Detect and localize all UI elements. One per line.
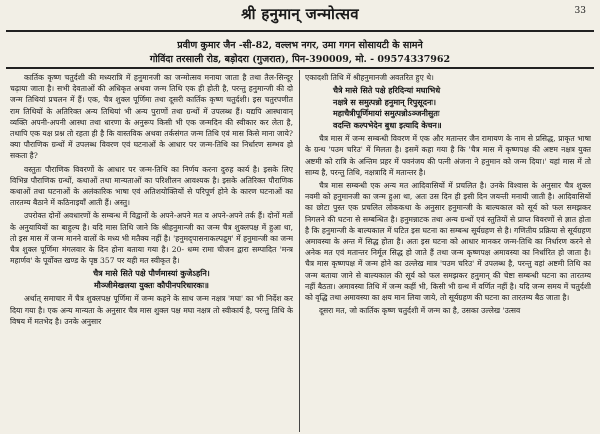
author-line: प्रवीण कुमार जैन -सी-82, वल्लभ नगर, उमा गगन सोसायटी के सामने	[177, 40, 423, 51]
left-shloka	[10, 268, 293, 291]
left-paragraph-1: कार्तिक कृष्ण चतुर्दशी की मध्यरात्रि में हनुमानजी का जन्मोत्सव मनाया जाता है तथा तैल-सिन्दूर चढ़ाया जाता है। सभी देवताओं की अधिकृत अथवा जन्म तिथि एक ही होती है, परन्तु हनुमान्जी की दो जन्म तिथियां प्रचलन में हैं। एक, चैत्र शुक्ल पूर्णिमा तथा दूसरी कार्तिक कृष्ण चतुर्दशी। इस चतुरपणीत राम तिथियों के अतिरिक्त अन्य तिथियां भी अन्य पुराणों तथा ग्रन्थों में उपलब्ध हैं। यद्यपि आस्थावान् व्यक्ति अपनी-अपनी आस्था तथा धारणा के अनुरूप किसी भी एक जन्मदिन की स्वीकार कर लेता है, तथापि एक यक्ष प्रश्न तो रहता ही है कि वास्तविक अथवा तर्कसंगत जन्म तिथि एवं मास किसे माना जाये? क्या पौराणिक ग्रन्थों में उपलब्ध विवरण एवं घटनाओं के आधार पर जन्म-तिथि का निर्धारण सम्भव हो सकता है?	[10, 73, 293, 161]
left-paragraph-2: वस्तुतः पौराणिक विवरणों के आधार पर जन्म-तिथि का निर्णय करना दुरुह कार्य है। इसके लिए विभिन्न पौराणिक ग्रन्थों, कथाओं तथा मान्यताओं का परिशीलन आवश्यक है। इसके अतिरिक्त पौराणिक कथाओं तथा घटनाओं के अलंकारिक भाषा एवं अतिशयोक्तियों से परिपूर्ण होने के कारण घटनाओं का तारतम्य बैठाने में कठिनाइयाँ आती हैं। अस्तु।	[10, 164, 293, 208]
left-shloka-line-1: चैत्र मासे सिते पक्षे पौर्णमास्यां कुजेऽहनि।	[93, 268, 210, 279]
header-rule	[6, 67, 594, 69]
right-shloka-line-4: वदन्ति कल्पभेदेन बुधा इत्यादि केचन॥	[333, 119, 442, 130]
address-line: गोविंदा तरसाली रोड, बड़ोदरा (गुजरात), पिन-390009, मो. - 09574337962	[149, 54, 451, 65]
right-shloka	[305, 85, 591, 131]
right-shloka-line-3: महाचैत्रीपूर्णिमायां समुत्पन्नोऽञ्जनीसुतः	[333, 108, 440, 119]
right-shloka-line-2: नक्षत्रे स समुत्पन्नो हनुमान् रिपुसूदनः।	[333, 96, 437, 107]
page-number: 33	[574, 6, 586, 16]
right-shloka-line-1: चैत्रे मासे सिते पक्षे हरिदिन्यां मघाभिधे	[333, 85, 441, 96]
right-paragraph-3: चैत्र मास सम्बन्धी एक अन्य मत आदिवासियों में प्रचलित है। उनके विश्वास के अनुसार चैत्र शुक्ल नवमी को हनुमानजी का जन्म हुआ था, अतः उस दिन ही इसी दिन जयन्ती मनायी जाती है। आदिवासियों का छोटा पुस्त एक प्रचलित लोककथा के अनुसार हनुमान्जी के बाल्यकाल को सूर्य को फल समझकर निगलने की घटना से सम्बन्धित है। हनुमन्नाटक तथा अन्य ग्रन्थों एवं स्तुतियों से प्राप्त विवरणों से ज्ञात होता है कि हनुमान्जी के बाल्यकाल में घटित इस घटना का सम्बन्ध सूर्यग्रहण से है। गणितीय प्रक्रिया से सूर्यग्रहण अमावस्या के अन्त में सिद्ध होता है। अतः इस घटना को आधार मानकर जन्म-तिथि का निर्धारण करने से अनेक मत एवं मतान्तर निर्मूल सिद्ध हो जाते हैं तथा जन्म कृष्णपक्ष अमावस्या का निर्धारित हो जाता है। चैत्र मास कृष्णपक्ष में जन्म होने का उल्लेख मात्र 'पउम चरिउ' में उपलब्ध है, परन्तु वहां अष्टमी तिथि का जन्म बताया जाने से बाल्यकाल की सूर्य को फल समझकर हनुमान् की चेष्टा सम्बन्धी घटना का तारतम्य नहीं बैठता। अमावस्या तिथि में जन्म कहीं भी, किसी भी ग्रन्थ में वर्णित नहीं है। यदि जन्म समय में चतुर्दशी को वृद्धि तथा अमावस्या का क्षय मान लिया जाये, तो सूर्यग्रहण की घटना का तारतम्य बैठ जाता है।	[305, 181, 591, 303]
right-paragraph-1: एकादशी तिथि में श्रीहनुमानजी अवतरित हुए थे।	[305, 73, 434, 82]
left-shloka-line-2: मौञ्जीमेखलया युक्तः कौपीनपरिधारकः॥	[94, 279, 209, 290]
right-paragraph-2: चैत्र मास में जन्म सम्बन्धी विवरण में एक और मतान्तर जैन रामायण के नाम से प्रसिद्ध, प्राकृत भाषा के ग्रन्थ 'पउम चरिउ' में मिलता है। इसमें कहा गया है कि 'चैत्र मास में कृष्णपक्ष की अष्टम नक्षत्र युक्त अष्टमी को रात्रि के अन्तिम प्रहर में पवनंजय की पत्नी अंजना ने हनुमान को जन्म दिया।' यहां मास में तो साम्य है, परन्तु तिथि, नक्षत्रादि में मतान्तर है।	[305, 134, 591, 177]
left-paragraph-4: अर्थात् समाचार में चैत्र शुक्लपक्ष पूर्णिमा में जन्म कहने के साथ जन्म नक्षत्र 'मघा' का भी निर्देश कर दिया गया है। एक अन्य मान्यता के अनुसार चैत्र मास शुक्ल पक्ष मघा नक्षत्र तो स्वीकार्य है, परन्तु तिथि के विषय में मतभेद है। उनके अनुसार	[10, 294, 293, 326]
right-paragraph-4: दूसरा मत, जो कार्तिक कृष्ण चतुर्दशी में जन्म का है, उसका उल्लेख 'उत्सव	[319, 306, 521, 316]
page-title: श्री हनुमान् जन्मोत्सव	[241, 5, 359, 23]
left-paragraph-3: उपरोक्त दोनों अवधारणों के सम्बन्ध में विद्वानों के अपने-अपने मत व अपने-अपने तर्क हैं। दोनों मतों के अनुयायियों का बाहुल्य है। यदि मास तिथि जाने कि श्रीहनुमान्जी का जन्म चैत्र शुक्लपक्ष में हुआ था, तो इस मास में जन्म मानने वालों के मध्य भी मतैक्य नहीं है। 'हनुमद्‌पासनाकल्पद्रुम' में हनुमान्जी का जन्म चैत्र शुक्ल पूर्णिमा मंगलवार के दिन होना बताया गया है। 20- धम्म रामा चीजन द्वारा सम्पादित 'मन्त्र महार्णव' के पूर्वोक्त खण्ड के पृष्ठ 357 पर यही मत स्वीकृत है।	[10, 211, 293, 266]
title-rule	[6, 30, 594, 32]
right-column	[305, 72, 591, 430]
column-divider	[299, 70, 300, 432]
left-column	[10, 72, 293, 430]
